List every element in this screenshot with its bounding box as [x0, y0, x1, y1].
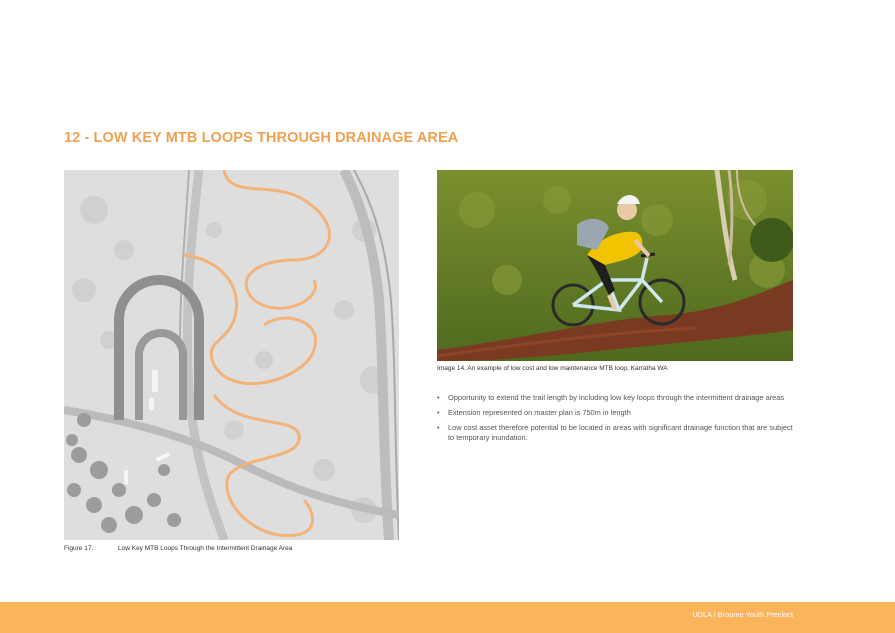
bullet-list — [437, 393, 797, 448]
list-item: • Low cost asset therefore potential to be located in areas with significant drainage function that are subject to temporary inundation. — [437, 423, 797, 443]
list-item: • Extension represented on master plan is 750m in length — [437, 408, 797, 418]
page-title: 12 - LOW KEY MTB LOOPS THROUGH DRAINAGE AREA — [64, 130, 459, 146]
footer-text: UDLA / Broome Youth Precinct — [692, 610, 793, 619]
site-plan-figure — [64, 170, 399, 540]
figure-caption-text: Low Key MTB Loops Through the Intermittent Drainage Area — [118, 545, 293, 552]
footer-band — [0, 602, 895, 633]
image-caption: Image 14. An example of low cost and low maintenance MTB loop, Karratha WA — [437, 365, 668, 372]
site-plan-drawing — [64, 170, 399, 540]
figure-caption — [64, 545, 292, 552]
figure-label: Figure 17. — [64, 545, 94, 552]
mtb-rider-illustration — [437, 170, 793, 361]
mtb-rider-photo — [437, 170, 793, 361]
list-item: • Opportunity to extend the trail length by including low key loops through the intermittent drainage areas — [437, 393, 797, 403]
